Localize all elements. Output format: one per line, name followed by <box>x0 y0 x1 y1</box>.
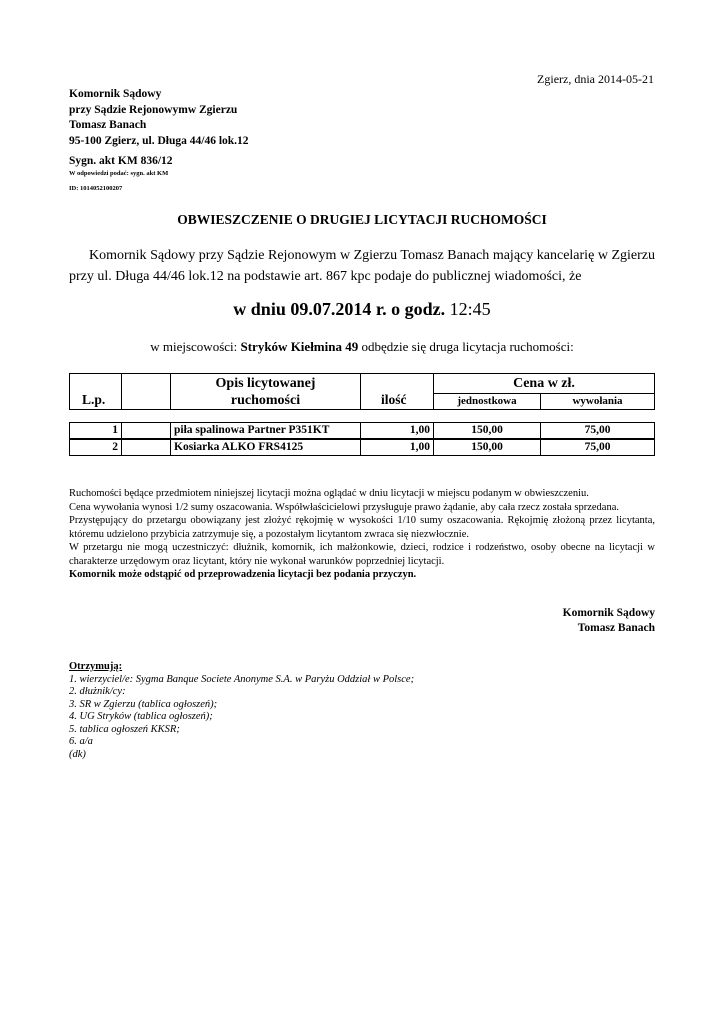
table-row <box>69 439 655 456</box>
auction-time: 12:45 <box>449 299 491 319</box>
place-suffix: odbędzie się druga licytacja ruchomości: <box>361 339 574 354</box>
recipient-item: 3. SR w Zgierzu (tablica ogłoszeń); <box>69 698 218 710</box>
header-opis-line1: Opis licytowanej <box>215 376 316 391</box>
auction-datetime <box>69 299 655 320</box>
row-quantity: 1,00 <box>361 423 434 438</box>
table-header-price <box>433 373 655 410</box>
row-starting-price: 75,00 <box>584 424 611 436</box>
recipient-item: 4. UG Stryków (tablica ogłoszeń); <box>69 711 213 722</box>
recipient-item: 2. dłużnik/cy: <box>69 686 126 697</box>
recipient-item: 1. wierzyciel/e: Sygma Banque Societe Anonyme S.A. w Paryżu Oddział w Polsce; <box>69 673 415 685</box>
office-line: Tomasz Banach <box>69 119 147 131</box>
terms-line: Przystępujący do przetargu obowiązany jest złożyć rękojmię w wysokości 1/10 sumy oszacowania. Rękojmię złożoną przez licytanta, któremu udzielono przybicia zatrzymuje się, a pozostałym licytantom zwraca się niezwłocznie. <box>69 515 655 540</box>
header-starting-price: wywołania <box>572 395 623 407</box>
row-description: Kosiarka ALKO FRS4125 <box>171 440 361 455</box>
signature-line: Komornik Sądowy <box>562 607 655 619</box>
office-line: przy Sądzie Rejonowymw Zgierzu <box>69 103 238 116</box>
header-lp-label: L.p. <box>82 392 106 407</box>
table-header-quantity <box>360 373 433 410</box>
terms-line: Cena wywołania wynosi 1/2 sumy oszacowania. Współwłaścicielowi przysługuje prawo żądanie, aby cała rzecz została sprzedana. <box>69 501 619 513</box>
table-header-blank <box>121 373 170 410</box>
row-quantity: 1,00 <box>361 440 434 455</box>
row-description: piła spalinowa Partner P351KT <box>171 423 361 438</box>
office-line: 95-100 Zgierz, ul. Długa 44/46 lok.12 <box>69 134 249 147</box>
row-blank <box>122 440 171 455</box>
table-header-lp <box>69 373 121 410</box>
header-opis-line2: ruchomości <box>230 393 301 408</box>
recipient-item: 6. a/a <box>69 736 93 747</box>
intro-paragraph <box>69 245 655 287</box>
case-reference: Sygn. akt KM 836/12 <box>69 155 173 167</box>
document-title: OBWIESZCZENIE O DRUGIEJ LICYTACJI RUCHOMOŚCI <box>177 212 547 227</box>
auction-place <box>69 339 655 355</box>
signature-block <box>460 606 655 636</box>
row-unit-price: 150,00 <box>434 440 541 455</box>
recipients-heading: Otrzymują: <box>69 661 123 672</box>
intro-text: Komornik Sądowy przy Sądzie Rejonowym w Zgierzu Tomasz Banach mający kancelarię w Zgierzu przy ul. Długa 44/46 lok.12 na podstawie art. 867 kpc podaje do publicznej wiadomości, że <box>69 248 655 284</box>
recipients-list <box>69 661 414 761</box>
header-ilosc-label: ilość <box>381 392 407 407</box>
document-id: ID: 1014052100207 <box>69 185 123 192</box>
header-unit-price: jednostkowa <box>434 394 541 409</box>
auction-date: w dniu 09.07.2014 r. o godz. <box>233 299 446 319</box>
row-lp: 1 <box>70 423 122 438</box>
terms-bold-line: Komornik może odstąpić od przeprowadzenia licytacji bez podania przyczyn. <box>69 569 417 580</box>
terms-line: W przetargu nie mogą uczestniczyć: dłużnik, komornik, ich małżonkowie, dzieci, rodzice i rodzeństwo, osoby obecne na licytacji w charakterze urzędowym oraz licytant, który nie wykonał warunków poprzedniej licytacji. <box>69 542 655 567</box>
auction-terms <box>69 487 655 582</box>
header-cena-label: Cena w zł. <box>434 374 654 394</box>
row-starting-price: 75,00 <box>584 441 611 453</box>
table-row <box>69 422 655 439</box>
recipient-item: (dk) <box>69 748 86 760</box>
document-date: Zgierz, dnia 2014-05-21 <box>537 72 654 86</box>
reply-note: W odpowiedzi podać: sygn. akt KM <box>69 170 169 177</box>
table-header-description <box>170 373 360 410</box>
row-unit-price: 150,00 <box>434 423 541 438</box>
office-address <box>69 87 249 149</box>
signature-line: Tomasz Banach <box>577 622 655 634</box>
office-line: Komornik Sądowy <box>69 88 162 100</box>
row-blank <box>122 423 171 438</box>
place-name: Stryków Kiełmina 49 <box>240 339 359 354</box>
recipient-item: 5. tablica ogłoszeń KKSR; <box>69 723 180 735</box>
terms-line: Ruchomości będące przedmiotem niniejszej licytacji można oglądać w dniu licytacji w miejscu podanym w obwieszczeniu. <box>69 488 589 499</box>
row-lp: 2 <box>70 440 122 455</box>
place-prefix: w miejscowości: <box>150 339 238 354</box>
